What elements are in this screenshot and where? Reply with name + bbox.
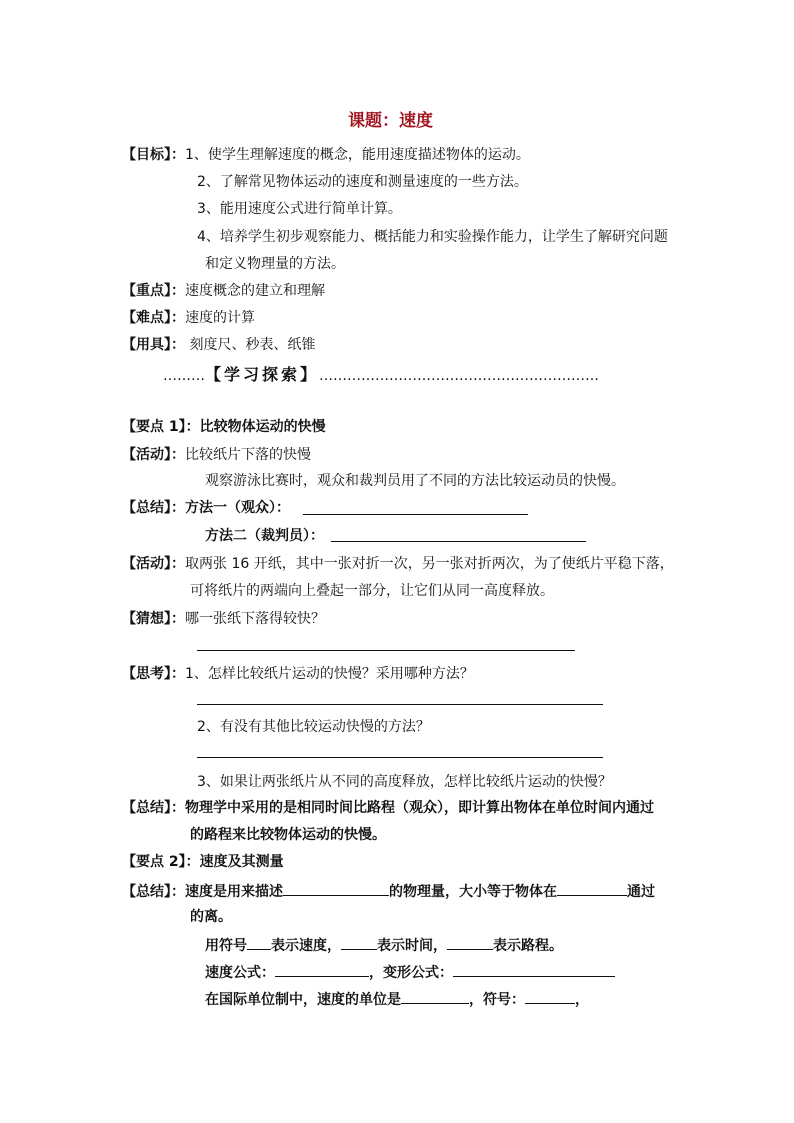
section2-formula-row xyxy=(205,962,615,982)
activity1-text: 比较纸片下落的快慢 xyxy=(185,447,311,463)
think-q3: 3、如果让两张纸片从不同的高度释放，怎样比较纸片运动的快慢？ xyxy=(197,774,612,790)
goal-item-3: 3、能用速度公式进行简单计算。 xyxy=(197,201,402,217)
section1-heading: 比较物体运动的快慢 xyxy=(199,419,326,435)
tools-text: 刻度尺、秒表、纸锥 xyxy=(185,337,316,353)
s1-text-b: 的物理量，大小等于物体在 xyxy=(389,884,557,900)
s1-text-c: 通过 xyxy=(627,884,655,900)
difficulty-tag: 【难点】： xyxy=(122,310,185,326)
activity2-line1: 取两张 16 开纸，其中一张对折一次，另一张对折两次，为了使纸片平稳下落， xyxy=(185,556,674,572)
s2-text-c: 表示时间， xyxy=(377,938,447,954)
think-q2-answer-line[interactable] xyxy=(197,757,603,758)
s3-text-a: 速度公式： xyxy=(205,965,275,981)
s2-text-d: 表示路程。 xyxy=(493,938,563,954)
s1-blank-quantity[interactable] xyxy=(283,881,389,896)
tools-tag: 【用具】： xyxy=(122,337,185,353)
section2-summary-tag: 【总结】： xyxy=(122,884,185,900)
banner-text: 【学习探索】 xyxy=(205,365,320,384)
method1-blank[interactable] xyxy=(303,514,528,515)
s2-blank-velocity[interactable] xyxy=(247,935,271,950)
goals-row xyxy=(122,146,530,164)
s1-line2: 的离。 xyxy=(190,909,232,925)
think-q2: 2、有没有其他比较运动快慢的方法？ xyxy=(197,719,430,735)
think-q1-answer-line[interactable] xyxy=(197,704,603,705)
difficulty-text: 速度的计算 xyxy=(185,310,255,326)
section1-tag: 【要点 1】： xyxy=(122,419,200,435)
section-banner xyxy=(163,366,599,385)
banner-left-dots: ……… xyxy=(163,368,205,384)
activity1-row xyxy=(122,446,311,464)
s2-blank-time[interactable] xyxy=(341,935,377,950)
guess-row xyxy=(122,610,325,628)
activity1-desc: 观察游泳比赛时，观众和裁判员用了不同的方法比较运动员的快慢。 xyxy=(205,473,625,489)
difficulty-row xyxy=(122,309,255,327)
s1-blank-time[interactable] xyxy=(557,881,627,896)
s4-text-a: 在国际单位制中，速度的单位是 xyxy=(205,992,401,1008)
banner-right-dots: …………………………………………………… xyxy=(319,368,600,384)
s4-text-b: ，符号： xyxy=(469,992,525,1008)
s2-blank-distance[interactable] xyxy=(447,935,493,950)
guess-answer-line[interactable] xyxy=(197,650,575,651)
section2-heading-row xyxy=(122,853,284,871)
s1-text-a: 速度是用来描述 xyxy=(185,884,283,900)
goal-item-1: 1、使学生理解速度的概念，能用速度描述物体的运动。 xyxy=(185,147,530,163)
key-point-text: 速度概念的建立和理解 xyxy=(185,283,325,299)
page-title: 课题：速度 xyxy=(348,111,433,131)
summary1-tag: 【总结】： xyxy=(122,500,185,516)
think-q1: 1、怎样比较纸片运动的快慢？采用哪种方法？ xyxy=(185,666,474,682)
section2-tag: 【要点 2】： xyxy=(122,854,200,870)
goal-item-4: 4、培养学生初步观察能力、概括能力和实验操作能力，让学生了解研究问题 xyxy=(197,229,668,245)
s2-text-a: 用符号 xyxy=(205,938,247,954)
goal-item-4-continued: 和定义物理量的方法。 xyxy=(205,256,345,272)
guess-tag: 【猜想】： xyxy=(122,611,185,627)
method2-label: 方法二（裁判员）： xyxy=(205,528,324,544)
summary2-tag: 【总结】： xyxy=(122,800,185,816)
section2-symbols-row xyxy=(205,935,563,955)
goals-tag: 【目标】： xyxy=(122,147,185,163)
s2-text-b: 表示速度， xyxy=(271,938,341,954)
think-row xyxy=(122,665,474,683)
section2-unit-row xyxy=(205,989,589,1009)
method2-blank[interactable] xyxy=(331,541,586,542)
activity2-tag: 【活动】： xyxy=(122,556,185,572)
key-point-tag: 【重点】： xyxy=(122,283,185,299)
method1-label: 方法一（观众）： xyxy=(185,500,290,516)
tools-row xyxy=(122,336,315,354)
summary2-line1: 物理学中采用的是相同时间比路程（观众），即计算出物体在单位时间内通过 xyxy=(185,800,654,816)
s4-blank-unit[interactable] xyxy=(401,989,469,1004)
section2-heading: 速度及其测量 xyxy=(199,854,284,870)
activity2-line2: 可将纸片的两端向上叠起一部分，让它们从同一高度释放。 xyxy=(190,583,554,599)
s3-text-b: ，变形公式： xyxy=(369,965,453,981)
summary2-row xyxy=(122,799,654,817)
activity2-row xyxy=(122,555,674,573)
summary2-line2: 的路程来比较物体运动的快慢。 xyxy=(190,827,386,843)
s4-text-c: ， xyxy=(575,992,589,1008)
summary1-row xyxy=(122,499,290,517)
goal-item-2: 2、了解常见物体运动的速度和测量速度的一些方法。 xyxy=(197,174,528,190)
section1-heading-row xyxy=(122,418,326,436)
s4-blank-symbol[interactable] xyxy=(525,989,575,1004)
guess-text: 哪一张纸下落得较快？ xyxy=(185,611,325,627)
s3-blank-formula[interactable] xyxy=(275,962,369,977)
key-point-row xyxy=(122,282,325,300)
activity1-tag: 【活动】： xyxy=(122,447,185,463)
think-tag: 【思考】： xyxy=(122,666,185,682)
s3-blank-variant[interactable] xyxy=(453,962,615,977)
section2-summary-row1 xyxy=(122,881,655,901)
